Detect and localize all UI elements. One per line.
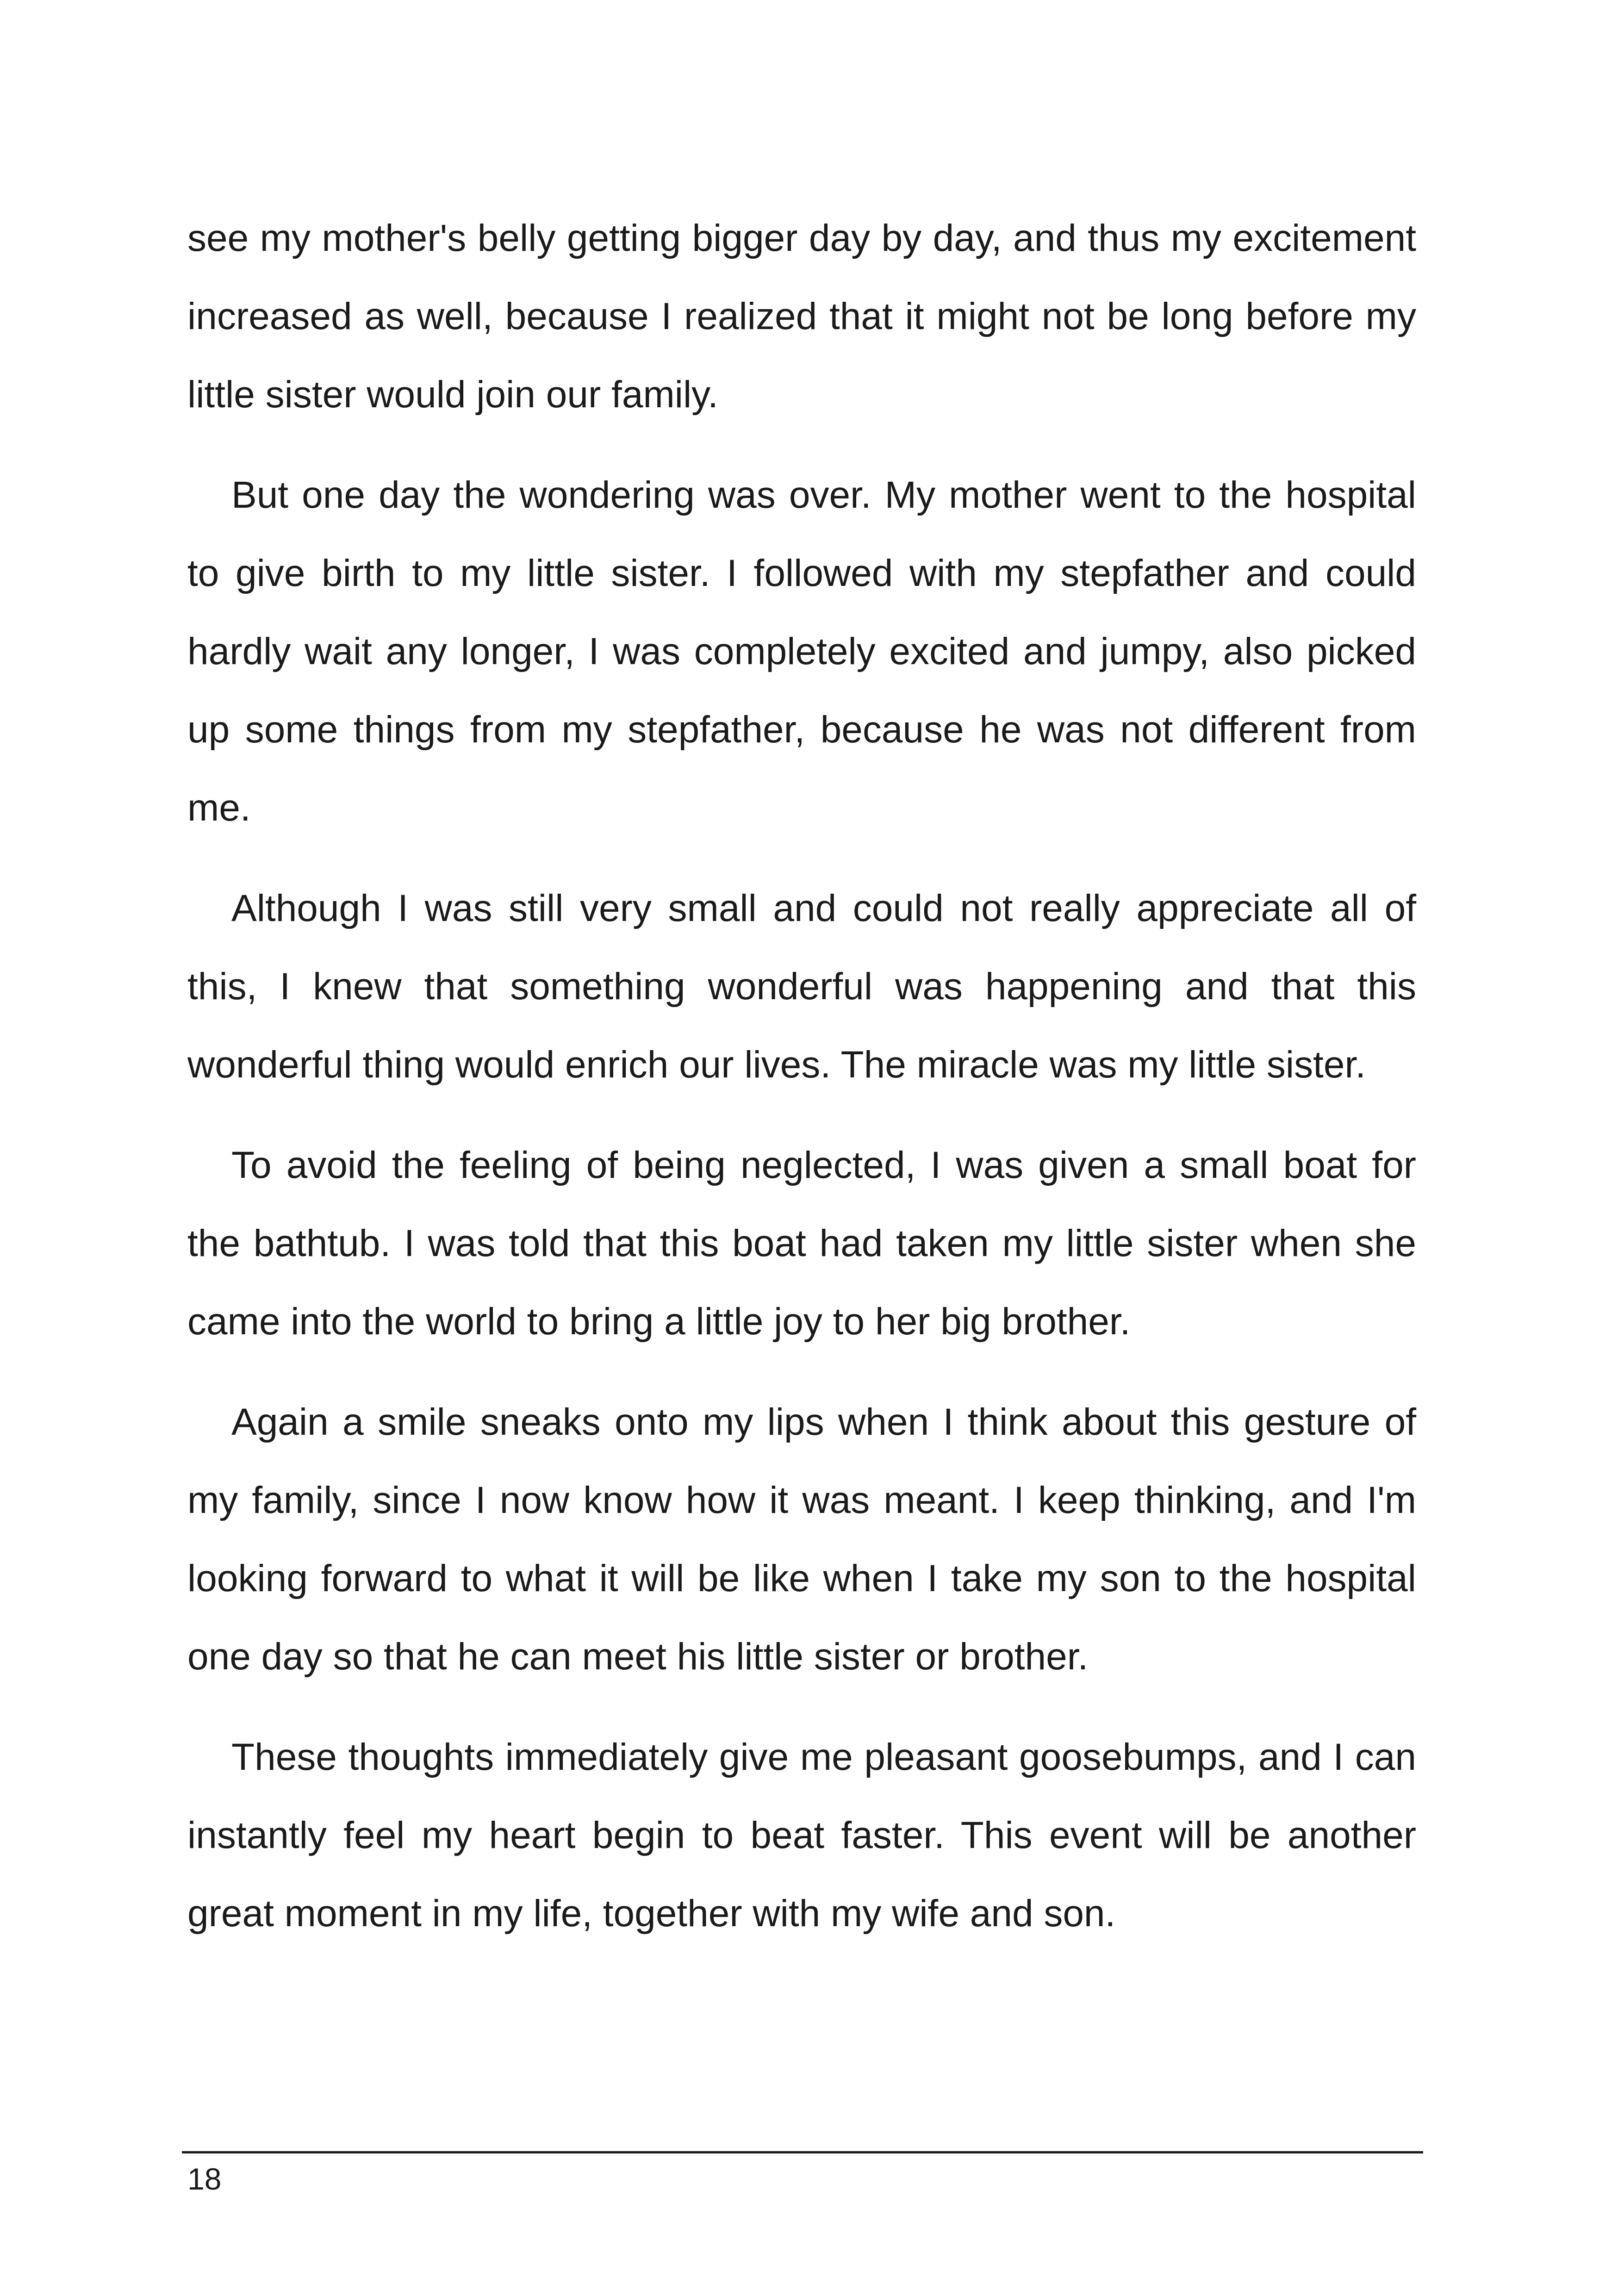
footer-divider (182, 2151, 1423, 2153)
paragraph-4: To avoid the feeling of being neglected, I was given a small boat for the bathtub. I was told that this boat had taken my little sister when she came into the world to bring a little joy to her big brother. (187, 1144, 1416, 1343)
body-text (187, 199, 1416, 1975)
paragraph-2: But one day the wondering was over. My mother went to the hospital to give birth to my little sister. I followed with my stepfather and could hardly wait any longer, I was completely excited and jumpy, also picked up some things from my stepfather, because he was not different from me. (187, 474, 1416, 829)
paragraph-1: see my mother's belly getting bigger day by day, and thus my excitement increased as well, because I realized that it might not be long before my little sister would join our family. (187, 217, 1416, 416)
paragraph-5: Again a smile sneaks onto my lips when I think about this gesture of my family, since I now know how it was meant. I keep thinking, and I'm looking forward to what it will be like when I take my son to the hospital one day so that he can meet his little sister or brother. (187, 1401, 1416, 1678)
paragraph-3: Although I was still very small and could not really appreciate all of this, I knew that something wonderful was happening and that this wonderful thing would enrich our lives. The miracle was my little sister. (187, 887, 1416, 1086)
paragraph-6: These thoughts immediately give me pleasant goosebumps, and I can instantly feel my heart begin to beat faster. This event will be another great moment in my life, together with my wife and son. (187, 1736, 1416, 1935)
page-number: 18 (187, 2162, 222, 2196)
